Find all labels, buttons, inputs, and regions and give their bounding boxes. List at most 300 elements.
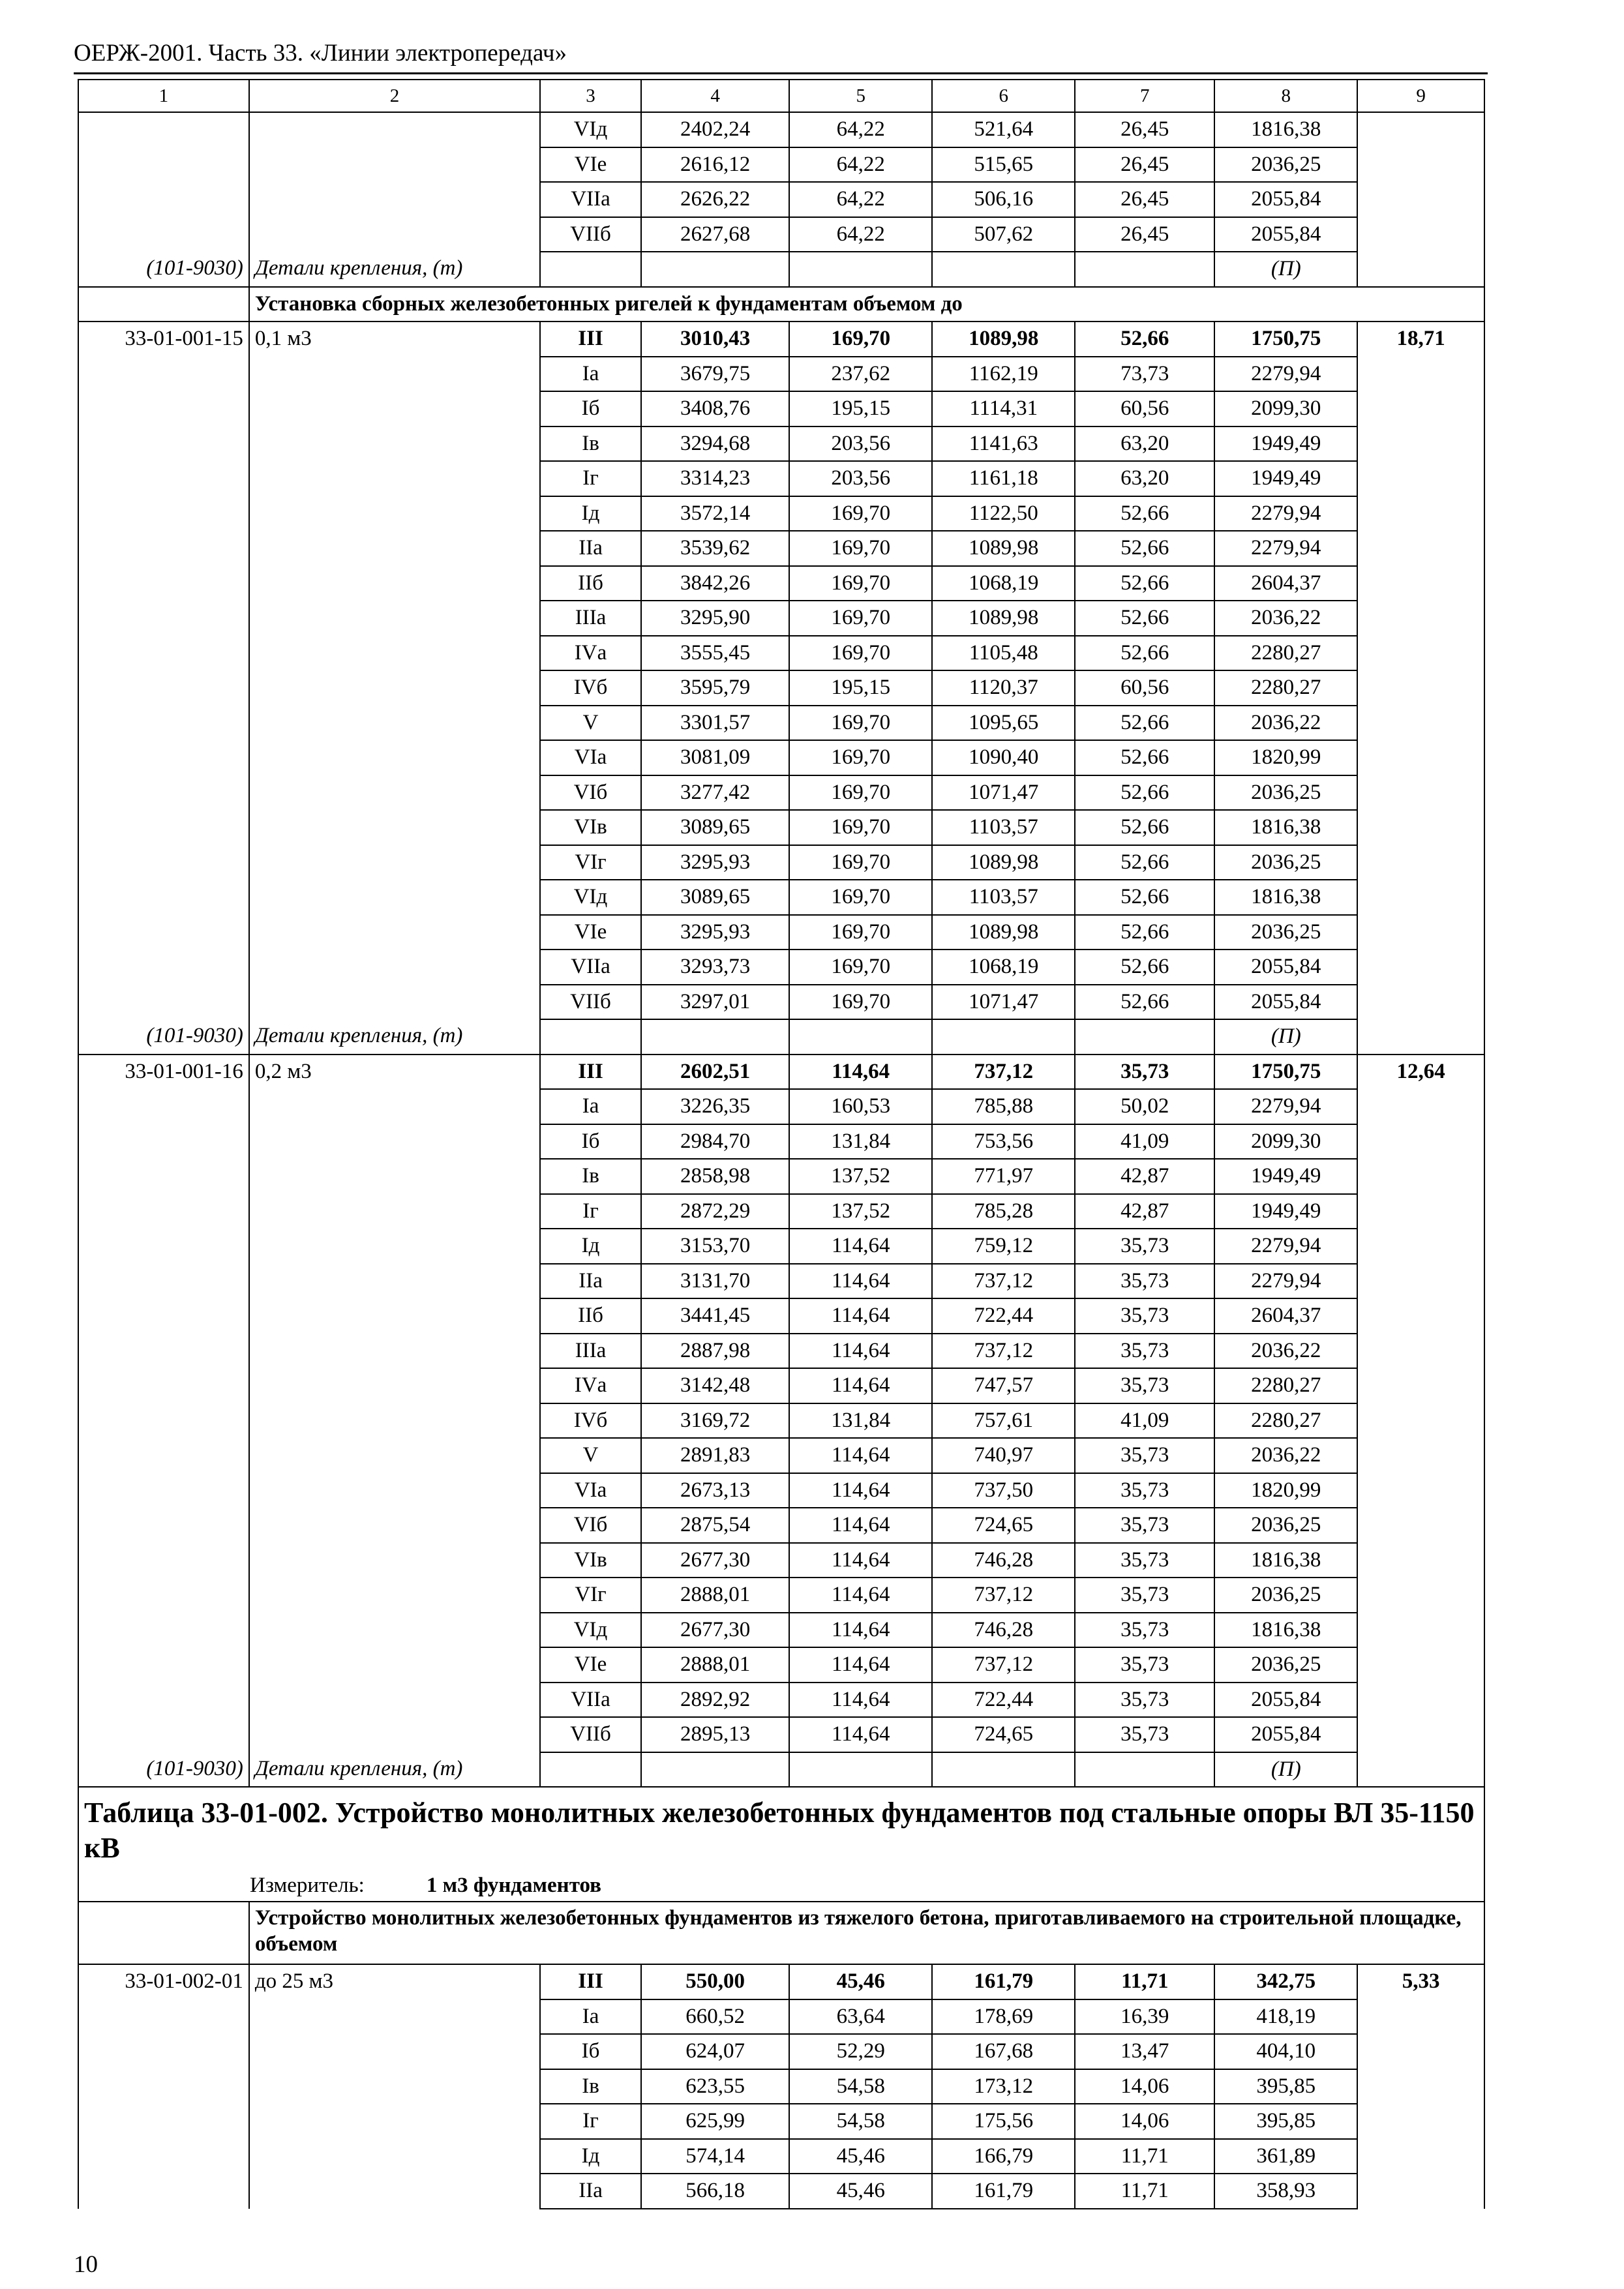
value-cell: 2402,24 (641, 112, 789, 147)
rate-name-cell (249, 1264, 540, 1299)
empty-cell (1357, 1752, 1484, 1788)
value-cell: 52,66 (1075, 706, 1214, 741)
value-cell: 3572,14 (641, 496, 789, 531)
rate-name-cell (249, 1334, 540, 1369)
rate-name-cell (249, 2069, 540, 2104)
value-cell: 2279,94 (1214, 496, 1357, 531)
value-cell: 2280,27 (1214, 1368, 1357, 1403)
zone-cell: Iб (540, 2034, 641, 2069)
zone-cell: VIв (540, 1543, 641, 1578)
section-title-row (78, 287, 1484, 322)
rate-name-cell (249, 2104, 540, 2139)
labour-cell: 12,64 (1357, 1055, 1484, 1090)
column-number: 5 (789, 80, 932, 112)
value-cell: 724,65 (932, 1717, 1075, 1752)
table-row (78, 461, 1484, 496)
rate-code-cell: 33-01-001-15 (78, 322, 249, 357)
value-cell: 131,84 (789, 1124, 932, 1159)
labour-cell (1357, 2104, 1484, 2139)
zone-cell: III (540, 322, 641, 357)
zone-cell: VIа (540, 1473, 641, 1508)
value-cell: 623,55 (641, 2069, 789, 2104)
value-cell: 2279,94 (1214, 1229, 1357, 1264)
table-row (78, 1403, 1484, 1439)
value-cell: 1750,75 (1214, 322, 1357, 357)
column-number: 8 (1214, 80, 1357, 112)
value-cell: 1141,63 (932, 426, 1075, 462)
value-cell: 2858,98 (641, 1159, 789, 1194)
zone-cell: Iг (540, 461, 641, 496)
value-cell: 3226,35 (641, 1089, 789, 1124)
value-cell: 574,14 (641, 2139, 789, 2174)
labour-cell (1357, 1473, 1484, 1508)
value-cell: 169,70 (789, 775, 932, 811)
value-cell: 3169,72 (641, 1403, 789, 1439)
table-row (78, 1298, 1484, 1334)
labour-cell (1357, 147, 1484, 183)
table-row (78, 182, 1484, 217)
value-cell: 26,45 (1075, 147, 1214, 183)
value-cell: 515,65 (932, 147, 1075, 183)
rate-code-cell (78, 1089, 249, 1124)
rate-code-cell (78, 810, 249, 845)
empty-cell (1357, 1019, 1484, 1055)
measure-row (78, 1870, 1484, 1902)
labour-cell (1357, 1159, 1484, 1194)
value-cell: 737,12 (932, 1578, 1075, 1613)
details-unit-cell: (П) (1214, 1019, 1357, 1055)
labour-cell (1357, 1264, 1484, 1299)
value-cell: 2280,27 (1214, 670, 1357, 706)
column-number: 4 (641, 80, 789, 112)
value-cell: 45,46 (789, 2139, 932, 2174)
rate-name-cell: 0,2 м3 (249, 1055, 540, 1090)
zone-cell: IVа (540, 1368, 641, 1403)
zone-cell: VIа (540, 740, 641, 775)
zone-cell: Iг (540, 2104, 641, 2139)
value-cell: 161,79 (932, 2174, 1075, 2209)
value-cell: 169,70 (789, 636, 932, 671)
details-row (78, 252, 1484, 287)
table-row (78, 985, 1484, 1020)
value-cell: 3441,45 (641, 1298, 789, 1334)
labour-cell (1357, 985, 1484, 1020)
labour-cell (1357, 1613, 1484, 1648)
empty-cell (540, 252, 641, 287)
column-number-row (78, 80, 1484, 112)
value-cell: 114,64 (789, 1298, 932, 1334)
value-cell: 737,50 (932, 1473, 1075, 1508)
value-cell: 2888,01 (641, 1647, 789, 1683)
table-row (78, 636, 1484, 671)
table-row (78, 1334, 1484, 1369)
zone-cell: VIд (540, 880, 641, 915)
value-cell: 52,66 (1075, 531, 1214, 566)
table-row (78, 1124, 1484, 1159)
value-cell: 52,66 (1075, 601, 1214, 636)
value-cell: 2055,84 (1214, 182, 1357, 217)
value-cell: 161,79 (932, 1964, 1075, 1999)
rate-name-cell (249, 1403, 540, 1439)
table-row (78, 2174, 1484, 2209)
rate-name-cell (249, 147, 540, 183)
value-cell: 64,22 (789, 147, 932, 183)
labour-cell (1357, 845, 1484, 880)
zone-cell: III (540, 1964, 641, 1999)
value-cell: 52,66 (1075, 985, 1214, 1020)
value-cell: 737,12 (932, 1647, 1075, 1683)
value-cell: 361,89 (1214, 2139, 1357, 2174)
rate-name-cell: 0,1 м3 (249, 322, 540, 357)
value-cell: 722,44 (932, 1683, 1075, 1718)
rate-code-cell (78, 1717, 249, 1752)
value-cell: 35,73 (1075, 1438, 1214, 1473)
table-row (78, 531, 1484, 566)
rate-name-cell (249, 2139, 540, 2174)
value-cell: 1071,47 (932, 985, 1075, 1020)
value-cell: 52,66 (1075, 566, 1214, 601)
value-cell: 550,00 (641, 1964, 789, 1999)
empty-cell (932, 1019, 1075, 1055)
value-cell: 404,10 (1214, 2034, 1357, 2069)
value-cell: 1816,38 (1214, 880, 1357, 915)
empty-cell (78, 287, 249, 322)
rate-code-cell (78, 461, 249, 496)
labour-cell (1357, 1508, 1484, 1543)
value-cell: 2055,84 (1214, 950, 1357, 985)
value-cell: 2099,30 (1214, 391, 1357, 426)
value-cell: 1816,38 (1214, 112, 1357, 147)
rate-name-cell (249, 566, 540, 601)
value-cell: 624,07 (641, 2034, 789, 2069)
rate-code-cell (78, 2034, 249, 2069)
labour-cell (1357, 1334, 1484, 1369)
section-title: Устройство монолитных железобетонных фундаментов из тяжелого бетона, приготавливаемого на строительной площадке, объемом (249, 1902, 1484, 1964)
value-cell: 3010,43 (641, 322, 789, 357)
table-row (78, 1438, 1484, 1473)
rate-code-cell (78, 915, 249, 950)
value-cell: 169,70 (789, 496, 932, 531)
column-number: 6 (932, 80, 1075, 112)
value-cell: 2055,84 (1214, 1683, 1357, 1718)
value-cell: 342,75 (1214, 1964, 1357, 1999)
value-cell: 747,57 (932, 1368, 1075, 1403)
header-rule (74, 72, 1488, 74)
labour-cell (1357, 461, 1484, 496)
labour-cell (1357, 1999, 1484, 2035)
labour-cell (1357, 950, 1484, 985)
zone-cell: VIе (540, 147, 641, 183)
value-cell: 14,06 (1075, 2104, 1214, 2139)
value-cell: 137,52 (789, 1159, 932, 1194)
rate-code-cell (78, 2069, 249, 2104)
rate-code-cell (78, 1543, 249, 1578)
rate-name-cell (249, 1543, 540, 1578)
zone-cell: VIIб (540, 217, 641, 252)
value-cell: 60,56 (1075, 391, 1214, 426)
labour-cell (1357, 357, 1484, 392)
value-cell: 1089,98 (932, 322, 1075, 357)
value-cell: 35,73 (1075, 1508, 1214, 1543)
rate-name-cell (249, 1124, 540, 1159)
value-cell: 237,62 (789, 357, 932, 392)
column-number: 7 (1075, 80, 1214, 112)
value-cell: 11,71 (1075, 1964, 1214, 1999)
zone-cell: Iд (540, 496, 641, 531)
value-cell: 395,85 (1214, 2104, 1357, 2139)
table-row (78, 1089, 1484, 1124)
value-cell: 11,71 (1075, 2139, 1214, 2174)
table-row (78, 880, 1484, 915)
value-cell: 2055,84 (1214, 217, 1357, 252)
table-row (78, 2104, 1484, 2139)
table-row (78, 1964, 1484, 1999)
value-cell: 2604,37 (1214, 566, 1357, 601)
value-cell: 1068,19 (932, 566, 1075, 601)
value-cell: 169,70 (789, 915, 932, 950)
value-cell: 178,69 (932, 1999, 1075, 2035)
value-cell: 35,73 (1075, 1264, 1214, 1299)
value-cell: 50,02 (1075, 1089, 1214, 1124)
zone-cell: IIа (540, 1264, 641, 1299)
rate-code-cell (78, 845, 249, 880)
empty-cell (789, 252, 932, 287)
rate-code-cell (78, 147, 249, 183)
value-cell: 1816,38 (1214, 1543, 1357, 1578)
value-cell: 3153,70 (641, 1229, 789, 1264)
value-cell: 52,66 (1075, 740, 1214, 775)
table-row (78, 706, 1484, 741)
labour-cell (1357, 636, 1484, 671)
table-row (78, 740, 1484, 775)
labour-cell (1357, 880, 1484, 915)
rate-code-cell (78, 1999, 249, 2035)
labour-cell (1357, 1717, 1484, 1752)
value-cell: 3295,90 (641, 601, 789, 636)
value-cell: 114,64 (789, 1683, 932, 1718)
rate-code-cell (78, 1578, 249, 1613)
details-name-cell: Детали крепления, (т) (249, 252, 540, 287)
rate-code-cell (78, 706, 249, 741)
table-row (78, 1194, 1484, 1229)
labour-cell (1357, 1298, 1484, 1334)
zone-cell: VIб (540, 775, 641, 811)
value-cell: 3301,57 (641, 706, 789, 741)
rate-name-cell (249, 1473, 540, 1508)
labour-cell (1357, 426, 1484, 462)
value-cell: 1071,47 (932, 775, 1075, 811)
value-cell: 64,22 (789, 182, 932, 217)
labour-cell (1357, 531, 1484, 566)
value-cell: 2677,30 (641, 1613, 789, 1648)
table-row (78, 426, 1484, 462)
rate-code-cell (78, 112, 249, 147)
value-cell: 114,64 (789, 1717, 932, 1752)
rate-code-cell (78, 1298, 249, 1334)
table-row (78, 1264, 1484, 1299)
rate-code-cell (78, 2104, 249, 2139)
zone-cell: Iа (540, 1089, 641, 1124)
rate-code-cell (78, 1264, 249, 1299)
labour-cell (1357, 1403, 1484, 1439)
table-row (78, 2069, 1484, 2104)
rate-code-cell (78, 1647, 249, 1683)
value-cell: 203,56 (789, 426, 932, 462)
rate-name-cell (249, 950, 540, 985)
value-cell: 746,28 (932, 1613, 1075, 1648)
value-cell: 3679,75 (641, 357, 789, 392)
value-cell: 173,12 (932, 2069, 1075, 2104)
value-cell: 1949,49 (1214, 461, 1357, 496)
value-cell: 114,64 (789, 1368, 932, 1403)
value-cell: 169,70 (789, 950, 932, 985)
table-row (78, 391, 1484, 426)
labour-cell (1357, 2069, 1484, 2104)
value-cell: 41,09 (1075, 1403, 1214, 1439)
value-cell: 1816,38 (1214, 810, 1357, 845)
value-cell: 2279,94 (1214, 1089, 1357, 1124)
value-cell: 3539,62 (641, 531, 789, 566)
zone-cell: VIв (540, 810, 641, 845)
value-cell: 114,64 (789, 1473, 932, 1508)
value-cell: 52,66 (1075, 915, 1214, 950)
value-cell: 1162,19 (932, 357, 1075, 392)
rate-name-cell (249, 706, 540, 741)
value-cell: 1949,49 (1214, 1159, 1357, 1194)
zone-cell: VIд (540, 1613, 641, 1648)
value-cell: 52,66 (1075, 845, 1214, 880)
value-cell: 63,20 (1075, 426, 1214, 462)
value-cell: 1095,65 (932, 706, 1075, 741)
details-unit-cell: (П) (1214, 252, 1357, 287)
rate-code-cell (78, 1403, 249, 1439)
value-cell: 42,87 (1075, 1194, 1214, 1229)
table-row (78, 1647, 1484, 1683)
empty-cell (1357, 252, 1484, 287)
value-cell: 195,15 (789, 670, 932, 706)
table-row (78, 670, 1484, 706)
table-row (78, 1055, 1484, 1090)
labour-cell (1357, 810, 1484, 845)
value-cell: 35,73 (1075, 1717, 1214, 1752)
table-row (78, 1999, 1484, 2035)
details-name-cell: Детали крепления, (т) (249, 1752, 540, 1788)
rate-name-cell (249, 1368, 540, 1403)
labour-cell (1357, 740, 1484, 775)
table-row (78, 915, 1484, 950)
rate-name-cell (249, 391, 540, 426)
value-cell: 195,15 (789, 391, 932, 426)
rate-name-cell (249, 1194, 540, 1229)
value-cell: 3595,79 (641, 670, 789, 706)
value-cell: 1816,38 (1214, 1613, 1357, 1648)
zone-cell: Iд (540, 1229, 641, 1264)
value-cell: 1089,98 (932, 845, 1075, 880)
rate-name-cell (249, 1298, 540, 1334)
value-cell: 13,47 (1075, 2034, 1214, 2069)
value-cell: 395,85 (1214, 2069, 1357, 2104)
rate-name-cell (249, 985, 540, 1020)
table-row (78, 950, 1484, 985)
value-cell: 1089,98 (932, 531, 1075, 566)
value-cell: 506,16 (932, 182, 1075, 217)
labour-cell (1357, 1543, 1484, 1578)
value-cell: 2626,22 (641, 182, 789, 217)
table-title-row (78, 1787, 1484, 1870)
value-cell: 45,46 (789, 2174, 932, 2209)
zone-cell: VIб (540, 1508, 641, 1543)
value-cell: 3293,73 (641, 950, 789, 985)
value-cell: 3555,45 (641, 636, 789, 671)
value-cell: 26,45 (1075, 217, 1214, 252)
value-cell: 169,70 (789, 880, 932, 915)
value-cell: 114,64 (789, 1334, 932, 1369)
measure-value: 1 м3 фундаментов (426, 1874, 601, 1897)
labour-cell (1357, 391, 1484, 426)
rate-code-cell (78, 357, 249, 392)
value-cell: 131,84 (789, 1403, 932, 1439)
empty-cell (1075, 1019, 1214, 1055)
labour-cell (1357, 1368, 1484, 1403)
empty-cell (78, 1902, 249, 1964)
value-cell: 169,70 (789, 706, 932, 741)
value-cell: 26,45 (1075, 112, 1214, 147)
zone-cell: IVб (540, 670, 641, 706)
column-number: 3 (540, 80, 641, 112)
zone-cell: IIб (540, 1298, 641, 1334)
value-cell: 2036,25 (1214, 147, 1357, 183)
rate-code-cell (78, 1613, 249, 1648)
value-cell: 1949,49 (1214, 426, 1357, 462)
value-cell: 169,70 (789, 566, 932, 601)
value-cell: 52,66 (1075, 950, 1214, 985)
value-cell: 2036,22 (1214, 601, 1357, 636)
value-cell: 785,28 (932, 1194, 1075, 1229)
rate-name-cell (249, 461, 540, 496)
rate-name-cell (249, 845, 540, 880)
value-cell: 3294,68 (641, 426, 789, 462)
table-row (78, 601, 1484, 636)
rate-code-cell (78, 1683, 249, 1718)
value-cell: 42,87 (1075, 1159, 1214, 1194)
details-code-cell: (101-9030) (78, 1019, 249, 1055)
table-row (78, 566, 1484, 601)
value-cell: 35,73 (1075, 1334, 1214, 1369)
value-cell: 63,20 (1075, 461, 1214, 496)
rate-name-cell (249, 740, 540, 775)
value-cell: 35,73 (1075, 1473, 1214, 1508)
zone-cell: VIг (540, 845, 641, 880)
value-cell: 660,52 (641, 1999, 789, 2035)
zone-cell: Iб (540, 391, 641, 426)
value-cell: 3408,76 (641, 391, 789, 426)
value-cell: 1103,57 (932, 810, 1075, 845)
labour-cell (1357, 1647, 1484, 1683)
zone-cell: IVа (540, 636, 641, 671)
value-cell: 2036,22 (1214, 706, 1357, 741)
value-cell: 759,12 (932, 1229, 1075, 1264)
rate-code-cell (78, 880, 249, 915)
value-cell: 35,73 (1075, 1298, 1214, 1334)
value-cell: 2055,84 (1214, 985, 1357, 1020)
rate-name-cell (249, 357, 540, 392)
value-cell: 2036,25 (1214, 1647, 1357, 1683)
labour-cell (1357, 1194, 1484, 1229)
value-cell: 1090,40 (932, 740, 1075, 775)
value-cell: 1820,99 (1214, 1473, 1357, 1508)
value-cell: 2627,68 (641, 217, 789, 252)
value-cell: 52,66 (1075, 810, 1214, 845)
